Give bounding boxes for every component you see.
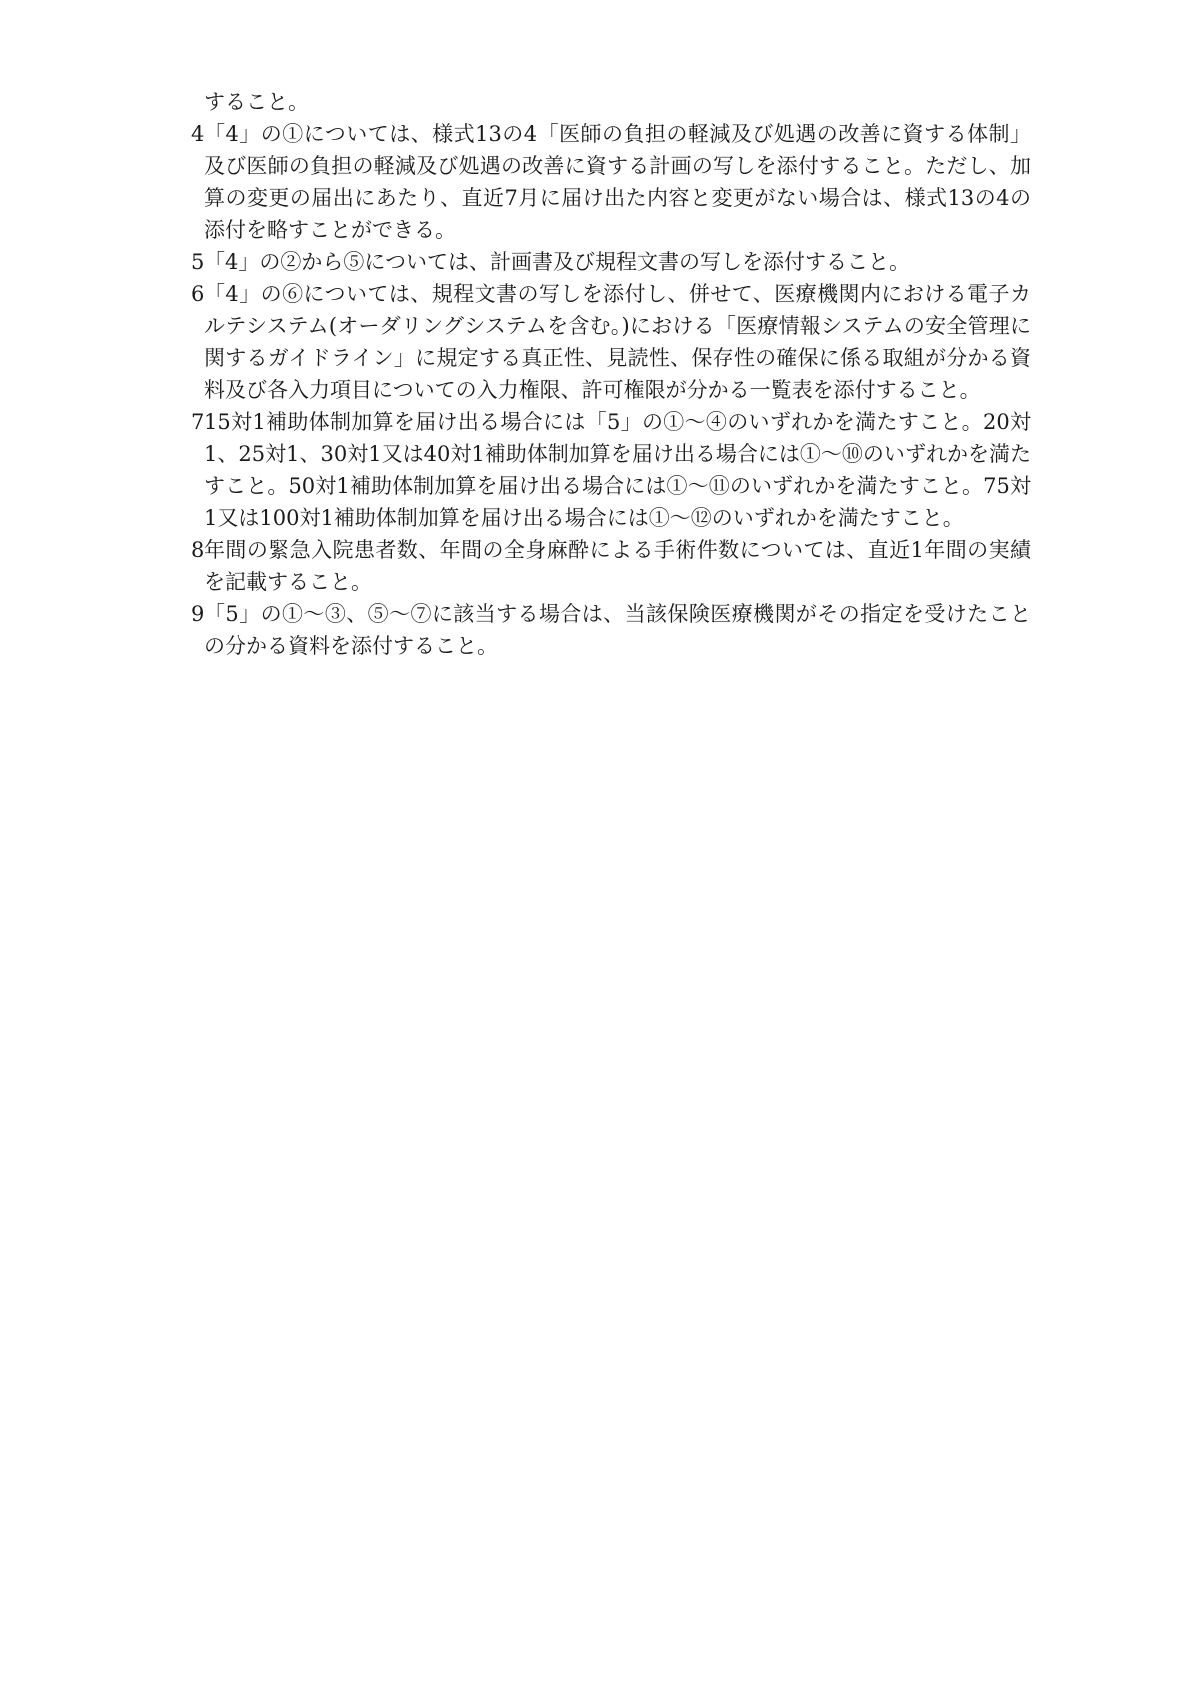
note-number: 9 bbox=[191, 602, 205, 626]
note-number: 5 bbox=[191, 250, 205, 274]
continuation-line: すること。 bbox=[204, 90, 309, 114]
note-text: 15対1補助体制加算を届け出る場合には「5」の①～④のいずれかを満たすこと。20対1、25対1、30対1又は40対1補助体制加算を届け出る場合には①～⑩のいずれかを満たすこと。50対1補助体制加算を届け出る場合には①～⑪のいずれかを満たすこと。75対1又は100対1補助体制加算を届け出る場合には①～⑫のいずれかを満たすこと。 bbox=[204, 410, 1031, 530]
note-item-4 bbox=[191, 118, 1031, 246]
note-number: 4 bbox=[191, 122, 205, 146]
note-item-5 bbox=[191, 246, 1031, 278]
note-text: 「5」の①～③、⑤～⑦に該当する場合は、当該保険医療機関がその指定を受けたことの分かる資料を添付すること。 bbox=[204, 602, 1031, 658]
note-number: 7 bbox=[191, 410, 205, 434]
note-item-6 bbox=[191, 278, 1031, 406]
note-text: 「4」の⑥については、規程文書の写しを添付し、併せて、医療機関内における電子カルテシステム(オーダリングシステムを含む。)における「医療情報システムの安全管理に関するガイドライン」に規定する真正性、見読性、保存性の確保に係る取組が分かる資料及び各入力項目についての入力権限、許可権限が分かる一覧表を添付すること。 bbox=[204, 282, 1031, 402]
notes-body bbox=[191, 86, 1031, 662]
note-item-7 bbox=[191, 406, 1031, 534]
note-text: 「4」の②から⑤については、計画書及び規程文書の写しを添付すること。 bbox=[204, 250, 910, 274]
note-text: 「4」の①については、様式13の4「医師の負担の軽減及び処遇の改善に資する体制」及び医師の負担の軽減及び処遇の改善に資する計画の写しを添付すること。ただし、加算の変更の届出にあたり、直近7月に届け出た内容と変更がない場合は、様式13の4の添付を略すことができる。 bbox=[204, 122, 1031, 242]
note-number: 6 bbox=[191, 282, 205, 306]
note-item-9 bbox=[191, 598, 1031, 662]
note-item-8 bbox=[191, 534, 1031, 598]
note-number: 8 bbox=[191, 538, 205, 562]
note-text: 年間の緊急入院患者数、年間の全身麻酔による手術件数については、直近1年間の実績を記載すること。 bbox=[204, 538, 1031, 594]
